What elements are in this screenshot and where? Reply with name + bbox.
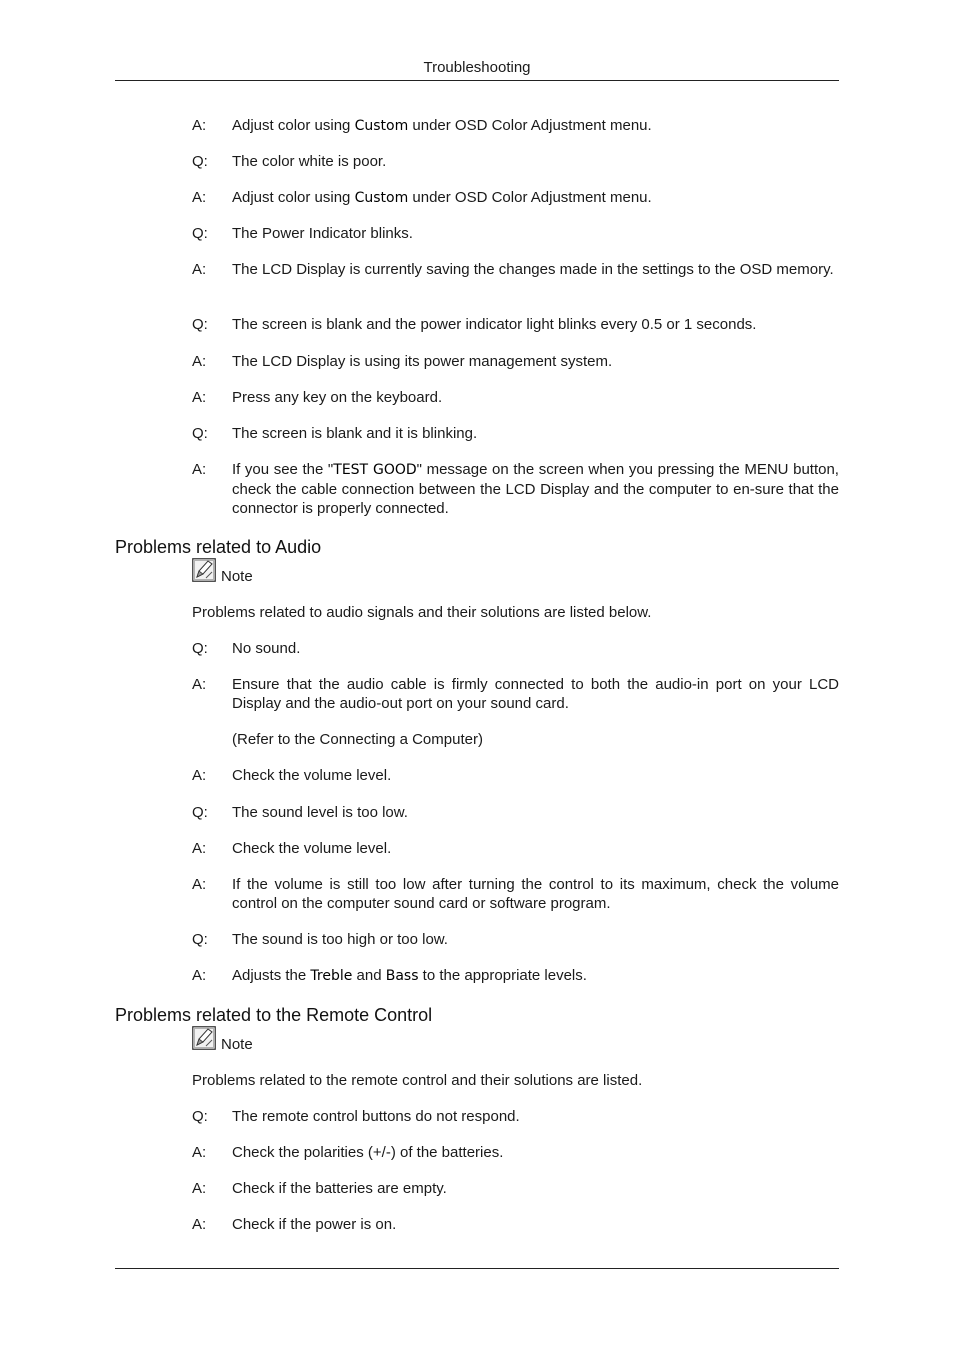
message-keyword: TEST GOOD: [333, 462, 417, 478]
qa-label: A:: [192, 676, 207, 693]
menu-keyword: Custom: [354, 190, 409, 206]
qa-label: A:: [192, 840, 207, 857]
qa-label: A:: [192, 117, 207, 134]
qa-text: The color white is poor.: [232, 153, 387, 170]
page-header-title: Troubleshooting: [423, 59, 531, 76]
qa-text: The LCD Display is currently saving the changes made in the settings to the OSD memory.: [232, 261, 834, 278]
qa-text: The screen is blank and the power indicator light blinks every 0.5 or 1 seconds.: [232, 316, 757, 333]
note-label: Note: [221, 568, 253, 585]
qa-label: Q:: [192, 316, 208, 333]
menu-keyword: Bass: [385, 968, 419, 984]
qa-label: Q:: [192, 425, 208, 442]
qa-label: A:: [192, 1216, 207, 1233]
qa-label: A:: [192, 1144, 207, 1161]
qa-text: Check if the power is on.: [232, 1216, 397, 1233]
qa-text: Adjusts the Treble and Bass to the appropriate levels.: [232, 967, 587, 984]
header-rule: [115, 80, 839, 81]
qa-label: Q:: [192, 153, 208, 170]
qa-label: Q:: [192, 225, 208, 242]
qa-label: A:: [192, 461, 207, 478]
section-intro: Problems related to the remote control and their solutions are listed.: [192, 1072, 643, 1089]
qa-text: The sound is too high or too low.: [232, 931, 448, 948]
qa-text: Ensure that the audio cable is firmly connected to both the audio-in port on your LCD Display and the audio-out port on your sound card.: [232, 676, 839, 712]
qa-text: The sound level is too low.: [232, 804, 408, 821]
note-icon: [192, 558, 216, 582]
section-intro: Problems related to audio signals and their solutions are listed below.: [192, 604, 652, 621]
menu-keyword: Custom: [354, 118, 409, 134]
qa-label: Q:: [192, 640, 208, 657]
qa-label: Q:: [192, 804, 208, 821]
note-label: Note: [221, 1036, 253, 1053]
qa-text: No sound.: [232, 640, 301, 657]
qa-text: If you see the "TEST GOOD" message on the screen when you pressing the MENU button, check the cable connection between the LCD Display and the computer to en-sure that the connector is properly connected.: [232, 461, 839, 517]
footer-rule: [115, 1268, 839, 1269]
qa-text: If the volume is still too low after turning the control to its maximum, check the volume control on the computer sound card or software program.: [232, 876, 839, 912]
qa-text: The screen is blank and it is blinking.: [232, 425, 478, 442]
qa-label: A:: [192, 189, 207, 206]
qa-text: Press any key on the keyboard.: [232, 389, 443, 406]
qa-text: Adjust color using Custom under OSD Color Adjustment menu.: [232, 117, 652, 134]
qa-label: Q:: [192, 1108, 208, 1125]
qa-label: A:: [192, 353, 207, 370]
section-title-audio: Problems related to Audio: [115, 537, 322, 557]
reference-text: (Refer to the Connecting a Computer): [232, 731, 483, 748]
qa-label: A:: [192, 261, 207, 278]
qa-label: Q:: [192, 931, 208, 948]
qa-text: Check the polarities (+/-) of the batteries.: [232, 1144, 504, 1161]
section-title-remote: Problems related to the Remote Control: [115, 1005, 433, 1025]
qa-label: A:: [192, 389, 207, 406]
qa-label: A:: [192, 876, 207, 893]
qa-text: Check the volume level.: [232, 840, 392, 857]
qa-text: The remote control buttons do not respond.: [232, 1108, 520, 1125]
qa-text: The Power Indicator blinks.: [232, 225, 413, 242]
note-icon: [192, 1026, 216, 1050]
qa-text: Check the volume level.: [232, 767, 392, 784]
qa-text: The LCD Display is using its power management system.: [232, 353, 613, 370]
menu-keyword: Treble: [310, 968, 353, 984]
qa-label: A:: [192, 1180, 207, 1197]
qa-text: Adjust color using Custom under OSD Color Adjustment menu.: [232, 189, 652, 206]
qa-label: A:: [192, 767, 207, 784]
qa-label: A:: [192, 967, 207, 984]
qa-text: Check if the batteries are empty.: [232, 1180, 447, 1197]
